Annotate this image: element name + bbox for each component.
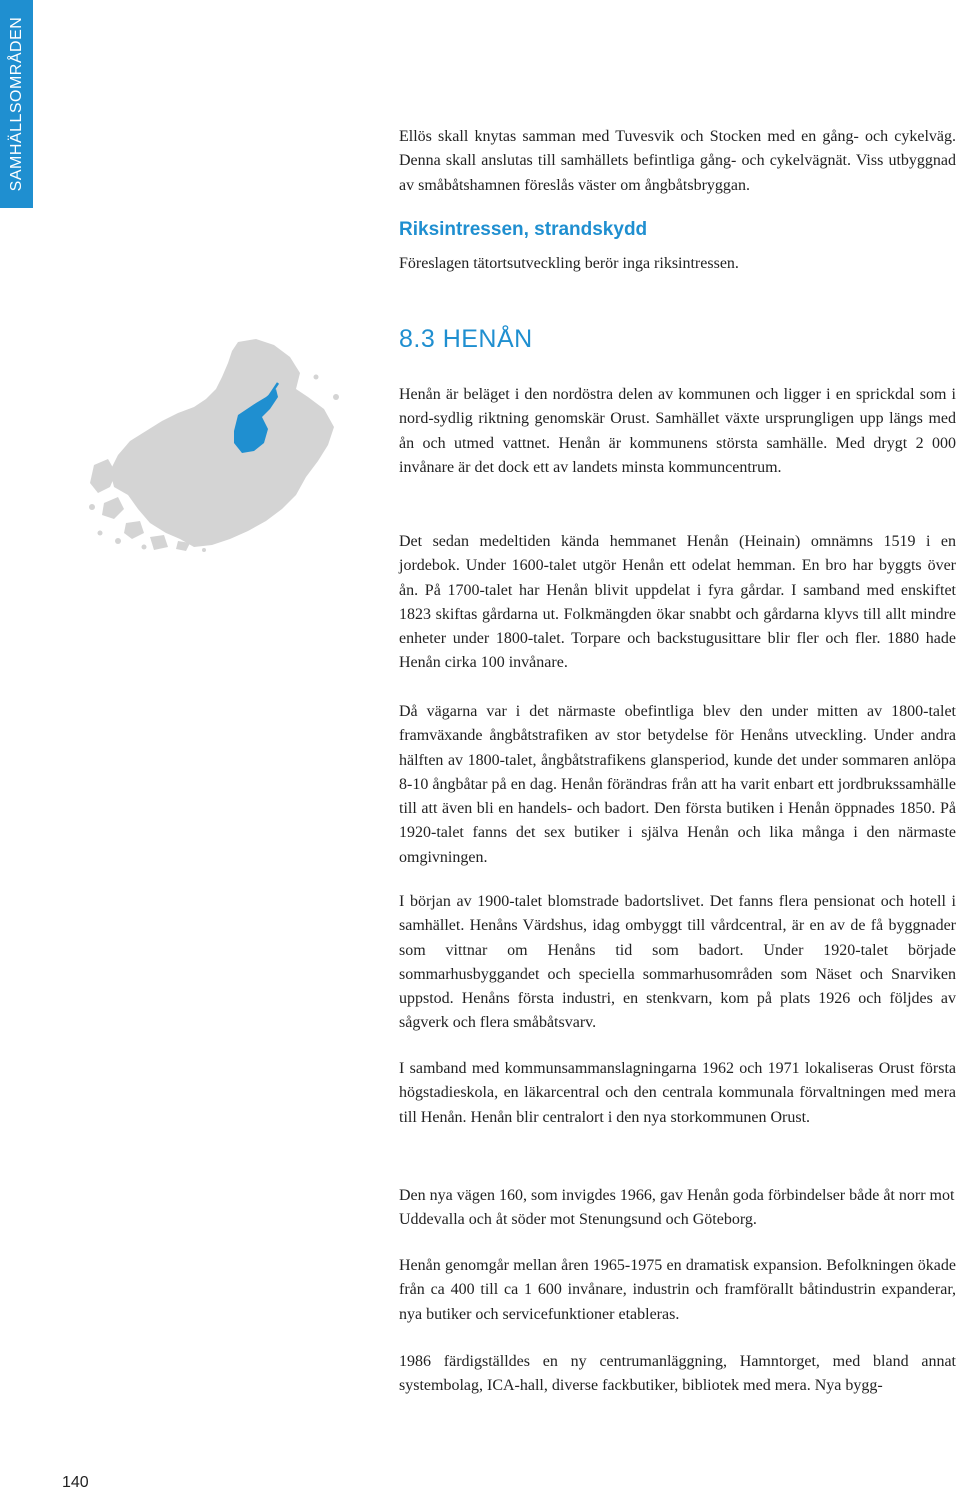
orust-island-shape (90, 339, 334, 551)
section-paragraph-6: Den nya vägen 160, som invigdes 1966, gav Henån goda förbindelser både åt norr mot Uddevalla och åt söder mot Stenungsund och Göteborg. (399, 1187, 955, 1229)
section-paragraph-4: I början av 1900-talet blomstrade badortslivet. Det fanns flera pensionat och hotell i samhället. Henåns Värdshus, idag ombyggt till vårdcentral, är en av de få byggnader som vittnar om Henåns tid som badort. Under 1920-talet började sommarhusbyggandet och speciella sommarhusområden som Näset och Snarviken uppstod. Henåns första industri, en stenkvarn, kom på plats 1926 och följdes av sågverk och flera småbåtsvarv. (399, 893, 956, 1032)
section-paragraph-5: I samband med kommunsammanslagningarna 1962 och 1971 lokaliseras Orust första högstadieskola, en läkarcentral och den centrala kommunala förvaltningen med mera till Henån. Henån blir centralort i den nya storkommunen Orust. (399, 1060, 956, 1126)
riksintressen-heading: Riksintressen, strandskydd (399, 219, 648, 240)
riksintressen-text: Föreslagen tätortsutveckling berör inga riksintressen. (399, 255, 739, 272)
section-paragraph-1: Henån är beläget i den nordöstra delen av kommunen och ligger i en sprickdal som i nord-sydlig riktning genomskär Orust. Samhället växte ursprungligen upp längs med ån och utmed vattnet. Henån är kommunens största samhälle. Med drygt 2 000 invånare är det dock ett av landets minsta kommuncentrum. (399, 386, 956, 476)
side-tab-samhallsomraden (0, 0, 33, 208)
intro-paragraph: Ellös skall knytas samman med Tuvesvik och Stocken med en gång- och cykelväg. Denna skall anslutas till samhällets befintliga gång- och cykelvägnät. Viss utbyggnad av småbåtshamnen föreslås väster om ångbåtsbryggan. (399, 128, 956, 194)
section-heading: 8.3 HENÅN (399, 325, 533, 353)
section-paragraph-2: Det sedan medeltiden kända hemmanet Henån (Heinain) omnämns 1519 i en jordebok. Under 1600-talet utgör Henån ett odelat hemman. En bro har byggts över ån. På 1700-talet har Henån blivit uppdelat i fyra gårdar. I samband med enskiftet 1823 skiftas gårdarna ut. Folkmängden ökar snabbt och gårdarna klyvs till allt mindre enheter under 1800-talet. Torpare och backstugusittare blir fler och fler. 1880 hade Henån cirka 100 invånare. (399, 533, 956, 672)
page-number: 140 (62, 1474, 89, 1491)
section-paragraph-7: Henån genomgår mellan åren 1965-1975 en dramatisk expansion. Befolkningen ökade från ca 400 till ca 1 600 invånare, industrin och framförallt båtindustrin expanderar, nya butiker och servicefunktioner etableras. (399, 1257, 956, 1323)
section-paragraph-8: 1986 färdigställdes en ny centrumanläggning, Hamntorget, med bland annat systembolag, ICA-hall, diverse fackbutiker, bibliotek med mera. Nya bygg- (399, 1353, 956, 1395)
side-tab-label: SAMHÄLLSOMRÅDEN (7, 16, 25, 192)
orust-map (88, 337, 348, 552)
section-paragraph-3: Då vägarna var i det närmaste obefintliga blev den under mitten av 1800-talet framväxande ångbåtstrafiken av stor betydelse för Henåns utveckling. Under andra hälften av 1800-talet, ångbåtstrafikens glansperiod, kunde det under sommaren anlöpa 8-10 ångbåtar på en dag. Henån förändras från att ha varit enbart ett jordbrukssamhälle till att även bli en handels- och badort. Den första butiken i Henån öppnades 1850. På 1920-talet fanns det sex butiker i själva Henån och lika många i den närmaste omgivningen. (399, 703, 956, 866)
